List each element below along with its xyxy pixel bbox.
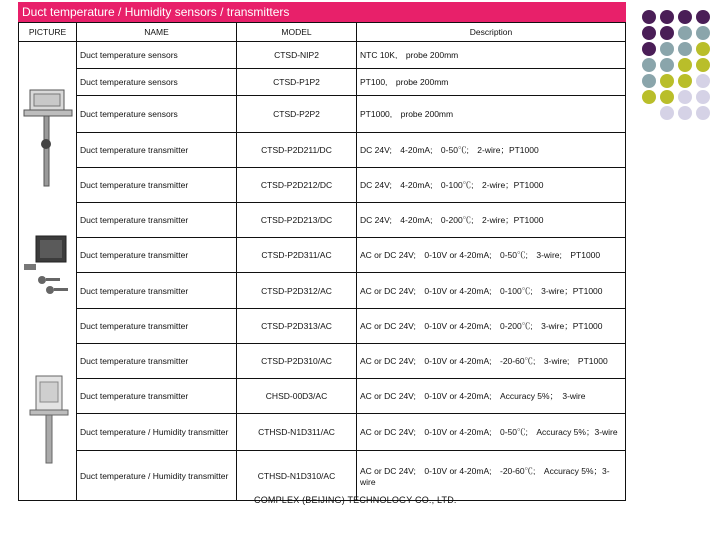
table-row [19,273,626,309]
model-cell: CTSD-P2D311/AC [237,238,357,273]
decorative-dot [696,42,710,56]
picture-column [19,42,77,501]
description-cell: DC 24V; 4-20mA; 0-100℃; 2-wire；PT1000 [357,168,626,203]
decorative-dot [678,106,692,120]
name-cell: Duct temperature sensors [77,96,237,133]
name-cell: Duct temperature transmitter [77,379,237,414]
name-cell: Duct temperature transmitter [77,309,237,344]
table-row [19,451,626,501]
decorative-dot [678,58,692,72]
decorative-dot [660,90,674,104]
table-row [19,203,626,238]
description-cell: NTC 10K, probe 200mm [357,42,626,69]
decorative-dot [696,106,710,120]
name-cell: Duct temperature transmitter [77,133,237,168]
table-row [19,96,626,133]
header-picture: PICTURE [19,23,77,42]
decorative-dot [696,26,710,40]
company-footer: COMPLEX (BEIJING) TECHNOLOGY CO., LTD. [254,495,457,505]
decorative-dot [660,26,674,40]
table-row [19,42,626,69]
model-cell: CTSD-P1P2 [237,69,357,96]
name-cell: Duct temperature transmitter [77,168,237,203]
decorative-dot [660,10,674,24]
model-cell: CTSD-P2P2 [237,96,357,133]
decorative-dot [696,90,710,104]
table-header-row [19,23,626,42]
decorative-dot [660,74,674,88]
name-cell: Duct temperature transmitter [77,344,237,379]
table-row [19,69,626,96]
table-row [19,414,626,451]
table-row [19,238,626,273]
decorative-dot [642,74,656,88]
decorative-dot [678,90,692,104]
description-cell: PT1000, probe 200mm [357,96,626,133]
table-row [19,168,626,203]
name-cell: Duct temperature sensors [77,69,237,96]
description-cell: AC or DC 24V; 0-10V or 4-20mA; 0-100℃; 3-wire；PT1000 [357,273,626,309]
description-cell: AC or DC 24V; 0-10V or 4-20mA; 0-200℃; 3-wire；PT1000 [357,309,626,344]
decorative-dot [642,26,656,40]
decorative-dot [678,10,692,24]
table-row [19,309,626,344]
decorative-dot [678,74,692,88]
model-cell: CTSD-NIP2 [237,42,357,69]
decorative-dot [678,26,692,40]
description-cell: DC 24V; 4-20mA; 0-50℃; 2-wire；PT1000 [357,133,626,168]
header-model: MODEL [237,23,357,42]
description-cell: AC or DC 24V; 0-10V or 4-20mA; -20-60℃; 3-wire; PT1000 [357,344,626,379]
description-cell: AC or DC 24V; 0-10V or 4-20mA; -20-60℃; Accuracy 5%；3-wire [357,451,626,501]
name-cell: Duct temperature transmitter [77,203,237,238]
name-cell: Duct temperature transmitter [77,238,237,273]
decorative-dot [696,10,710,24]
name-cell: Duct temperature sensors [77,42,237,69]
decorative-dot [642,42,656,56]
model-cell: CTHSD-N1D311/AC [237,414,357,451]
duct-transmitter-with-keys-image [22,230,74,302]
decorative-dot [642,10,656,24]
table-row [19,379,626,414]
description-cell: AC or DC 24V; 0-10V or 4-20mA; Accuracy 5%； 3-wire [357,379,626,414]
model-cell: CTSD-P2D212/DC [237,168,357,203]
model-cell: CTSD-P2D213/DC [237,203,357,238]
decorative-dot [696,58,710,72]
decorative-dot [678,42,692,56]
duct-sensor-product-image [22,82,74,194]
table-row [19,344,626,379]
model-cell: CTSD-P2D313/AC [237,309,357,344]
description-cell: AC or DC 24V; 0-10V or 4-20mA; 0-50℃; Accuracy 5%；3-wire [357,414,626,451]
name-cell: Duct temperature / Humidity transmitter [77,451,237,501]
description-cell: AC or DC 24V; 0-10V or 4-20mA; 0-50℃; 3-wire; PT1000 [357,238,626,273]
decorative-dots [640,10,718,120]
table-row [19,133,626,168]
model-cell: CHSD-00D3/AC [237,379,357,414]
product-table [18,22,626,501]
name-cell: Duct temperature transmitter [77,273,237,309]
humidity-transmitter-product-image [22,372,74,469]
decorative-dot [660,106,674,120]
decorative-dot [660,42,674,56]
model-cell: CTHSD-N1D310/AC [237,451,357,501]
header-description: Description [357,23,626,42]
description-cell: DC 24V; 4-20mA; 0-200℃; 2-wire；PT1000 [357,203,626,238]
name-cell: Duct temperature / Humidity transmitter [77,414,237,451]
decorative-dot [642,58,656,72]
model-cell: CTSD-P2D211/DC [237,133,357,168]
decorative-dot [696,74,710,88]
model-cell: CTSD-P2D310/AC [237,344,357,379]
decorative-dot [642,90,656,104]
decorative-dot [660,58,674,72]
description-cell: PT100, probe 200mm [357,69,626,96]
header-name: NAME [77,23,237,42]
page-title: Duct temperature / Humidity sensors / transmitters [18,2,626,22]
model-cell: CTSD-P2D312/AC [237,273,357,309]
